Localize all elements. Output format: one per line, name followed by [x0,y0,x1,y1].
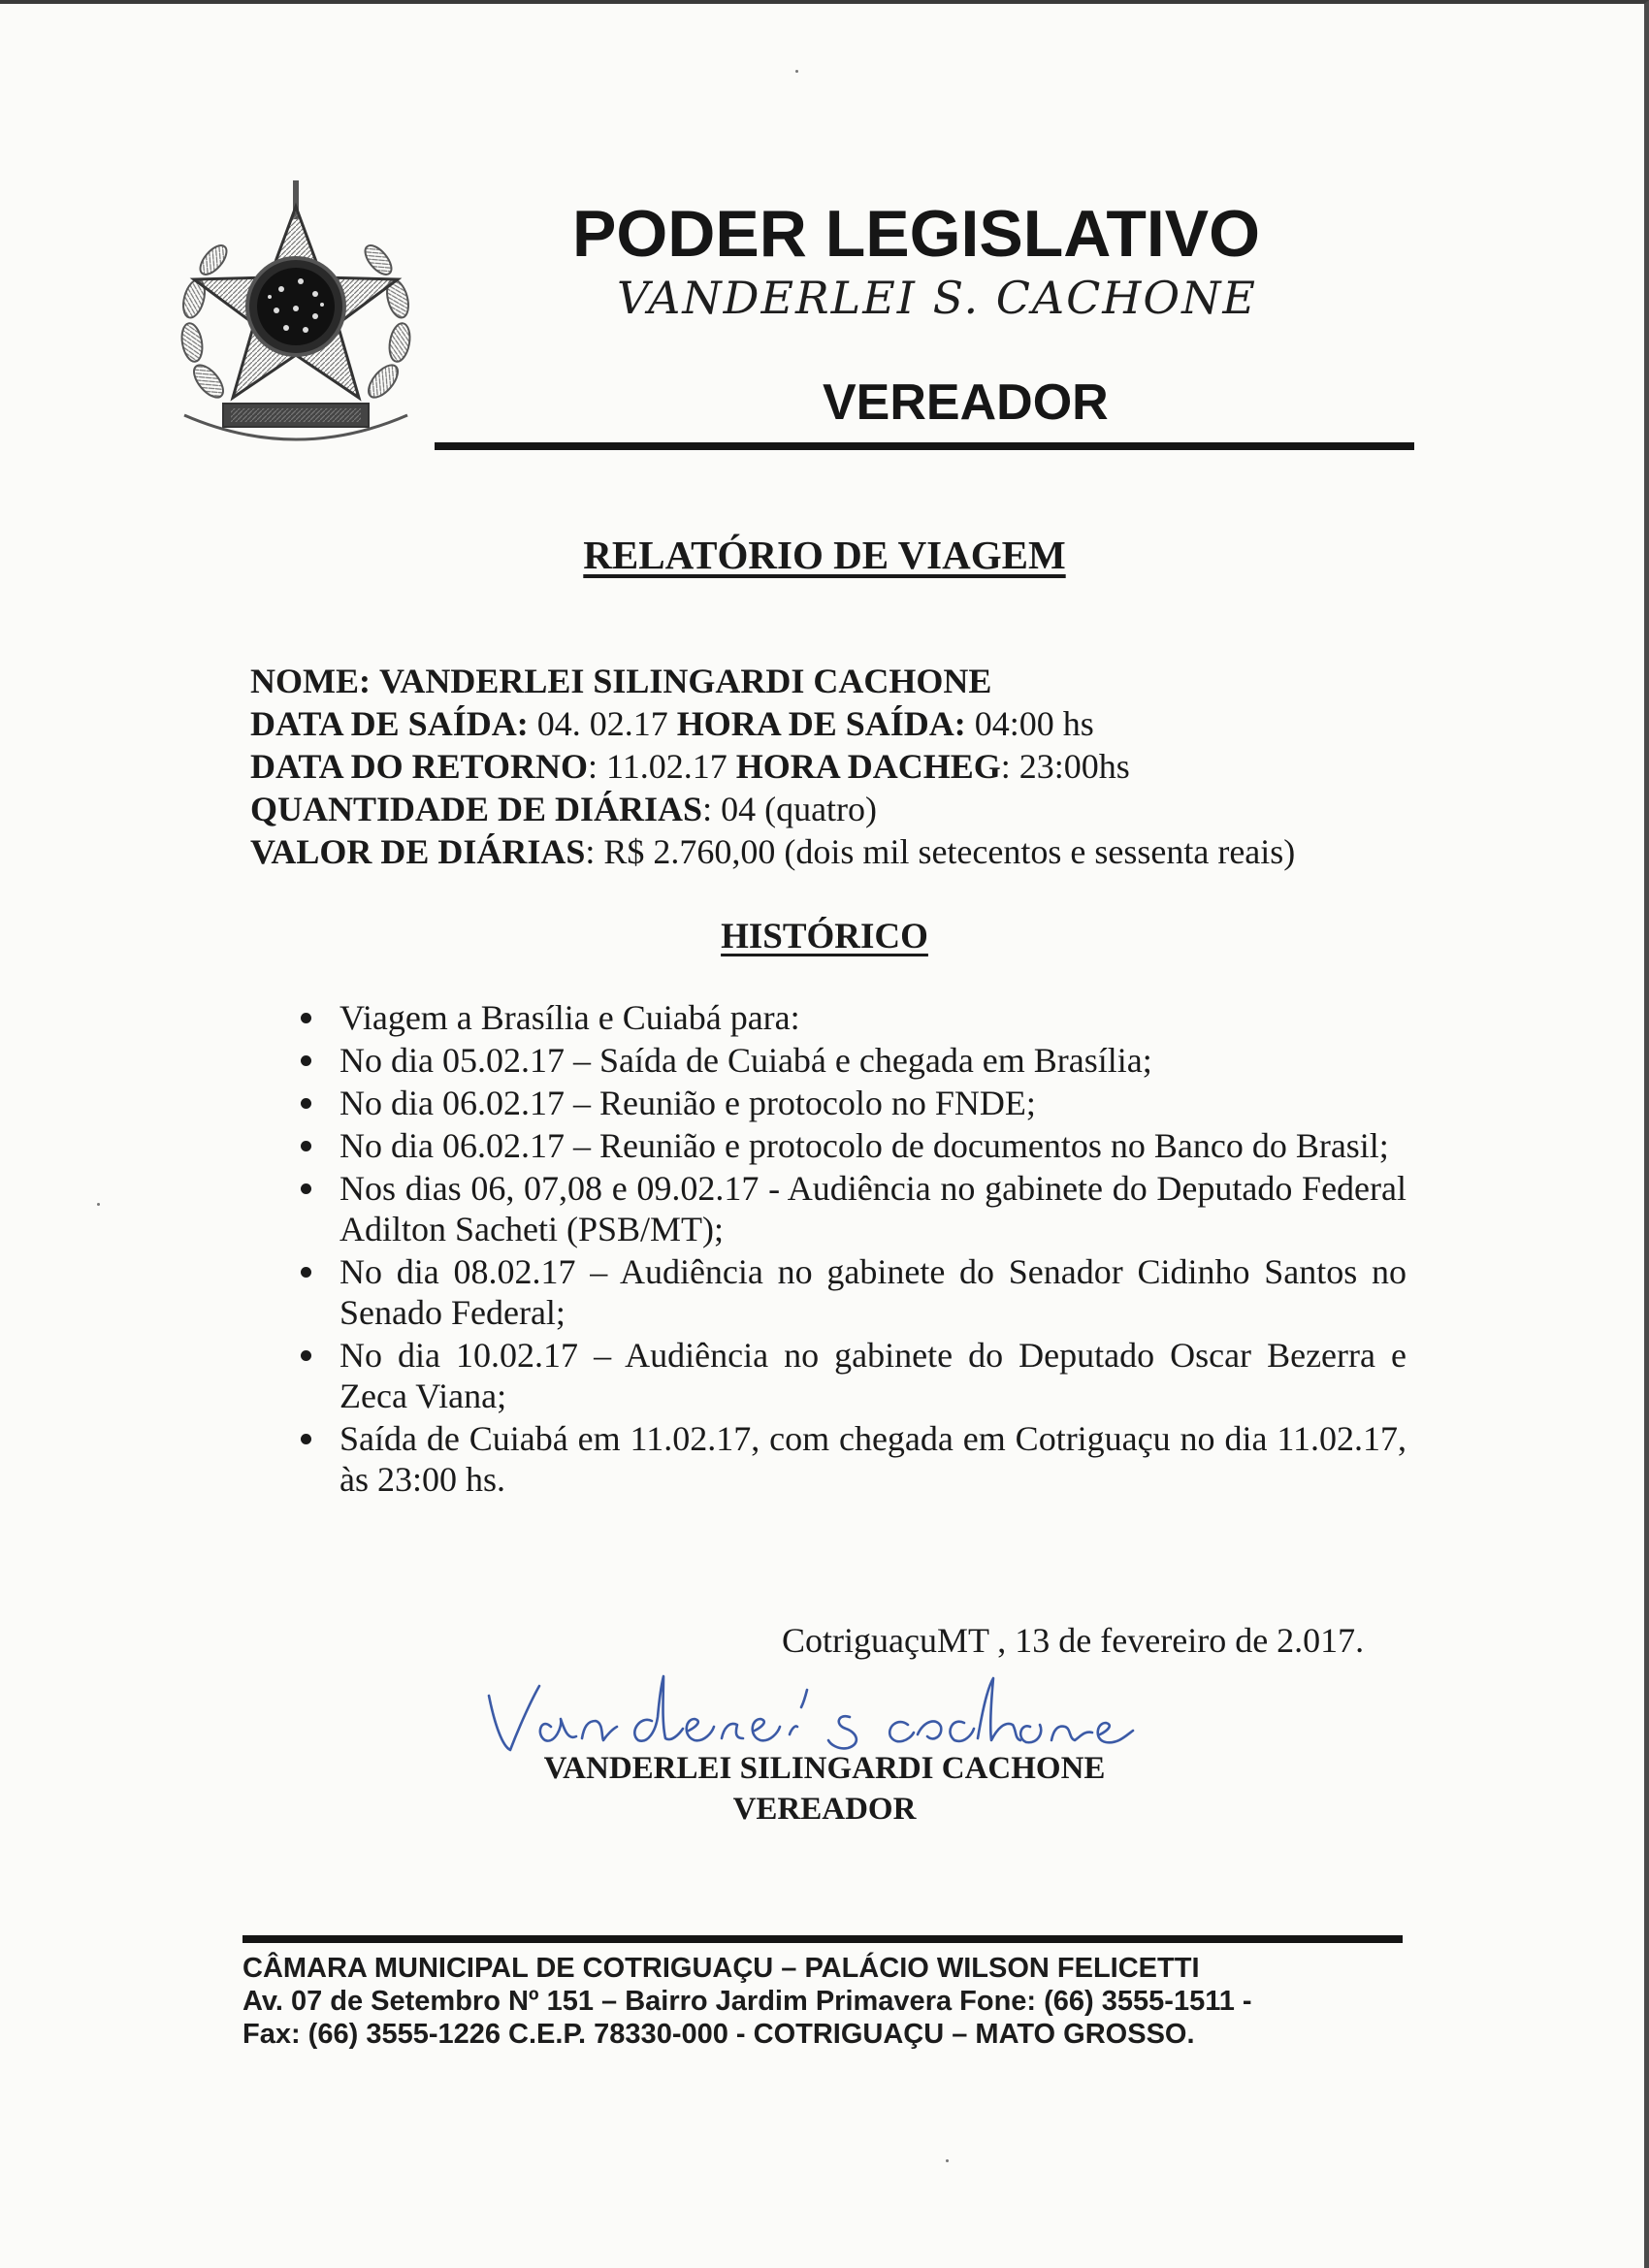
info-label: NOME: [250,662,371,700]
info-value: : 11.02.17 [588,747,728,786]
signer-block [0,1748,1649,1830]
list-item: No dia 10.02.17 – Audiência no gabinete do Deputado Oscar Bezerra e Zeca Viana; [301,1335,1406,1416]
info-value: 04:00 hs [974,704,1094,743]
place-and-date: CotriguaçuMT , 13 de fevereiro de 2.017. [782,1621,1365,1660]
list-item: No dia 06.02.17 – Reunião e protocolo de documentos no Banco do Brasil; [301,1125,1406,1166]
scan-speck [97,1203,100,1206]
info-row-departure [250,702,1295,745]
history-list [301,997,1406,1502]
history-title: HISTÓRICO [721,917,928,956]
info-label: VALOR DE DIÁRIAS [250,832,586,871]
info-row-name [250,660,1295,702]
header-role: VEREADOR [823,374,1109,431]
header-title: PODER LEGISLATIVO [572,197,1261,271]
list-item: Saída de Cuiabá em 11.02.17, com chegada em Cotriguaçu no dia 11.02.17, às 23:00 hs. [301,1418,1406,1500]
info-row-return [250,745,1295,788]
footer-line-1: CÂMARA MUNICIPAL DE COTRIGUAÇU – PALÁCIO WILSON FELICETTI [242,1953,1200,1984]
list-item: Nos dias 06, 07,08 e 09.02.17 - Audiência no gabinete do Deputado Federal Adilton Sacheti (PSB/MT); [301,1168,1406,1249]
info-value: 04. 02.17 [536,704,668,743]
info-row-daily-count [250,788,1295,830]
info-label: QUANTIDADE DE DIÁRIAS [250,790,703,828]
signer-role: VEREADOR [732,1792,917,1827]
travel-info-block [250,660,1295,873]
footer-line-3: Fax: (66) 3555-1226 C.E.P. 78330-000 - COTRIGUAÇU – MATO GROSSO. [242,2019,1195,2050]
signer-name: VANDERLEI SILINGARDI CACHONE [543,1751,1106,1786]
document-title: RELATÓRIO DE VIAGEM [583,533,1066,577]
header-councilor-name: VANDERLEI S. CACHONE [617,272,1257,324]
scan-speck [946,2159,949,2162]
list-item: No dia 06.02.17 – Reunião e protocolo no FNDE; [301,1083,1406,1123]
footer-address [242,1952,1416,2051]
info-value: VANDERLEI SILINGARDI CACHONE [378,662,992,700]
info-row-daily-value [250,830,1295,873]
list-item: No dia 08.02.17 – Audiência no gabinete do Senador Cidinho Santos no Senado Federal; [301,1251,1406,1333]
info-label: DATA DE SAÍDA: [250,704,529,743]
info-label: HORA DACHEG [735,747,1001,786]
info-label: DATA DO RETORNO [250,747,589,786]
list-item: No dia 05.02.17 – Saída de Cuiabá e chegada em Brasília; [301,1040,1406,1081]
header-divider [435,442,1414,450]
coat-of-arms-emblem [155,173,436,454]
info-value: : R$ 2.760,00 (dois mil setecentos e sessenta reais) [585,832,1296,871]
info-value: : 04 (quatro) [702,790,878,828]
list-item: Viagem a Brasília e Cuiabá para: [301,997,1406,1038]
footer-line-2: Av. 07 de Setembro Nº 151 – Bairro Jardim Primavera Fone: (66) 3555-1511 - [242,1986,1252,2017]
footer-divider [242,1935,1403,1943]
info-label: HORA DE SAÍDA: [676,704,966,743]
scan-speck [795,70,798,73]
info-value: : 23:00hs [1000,747,1130,786]
